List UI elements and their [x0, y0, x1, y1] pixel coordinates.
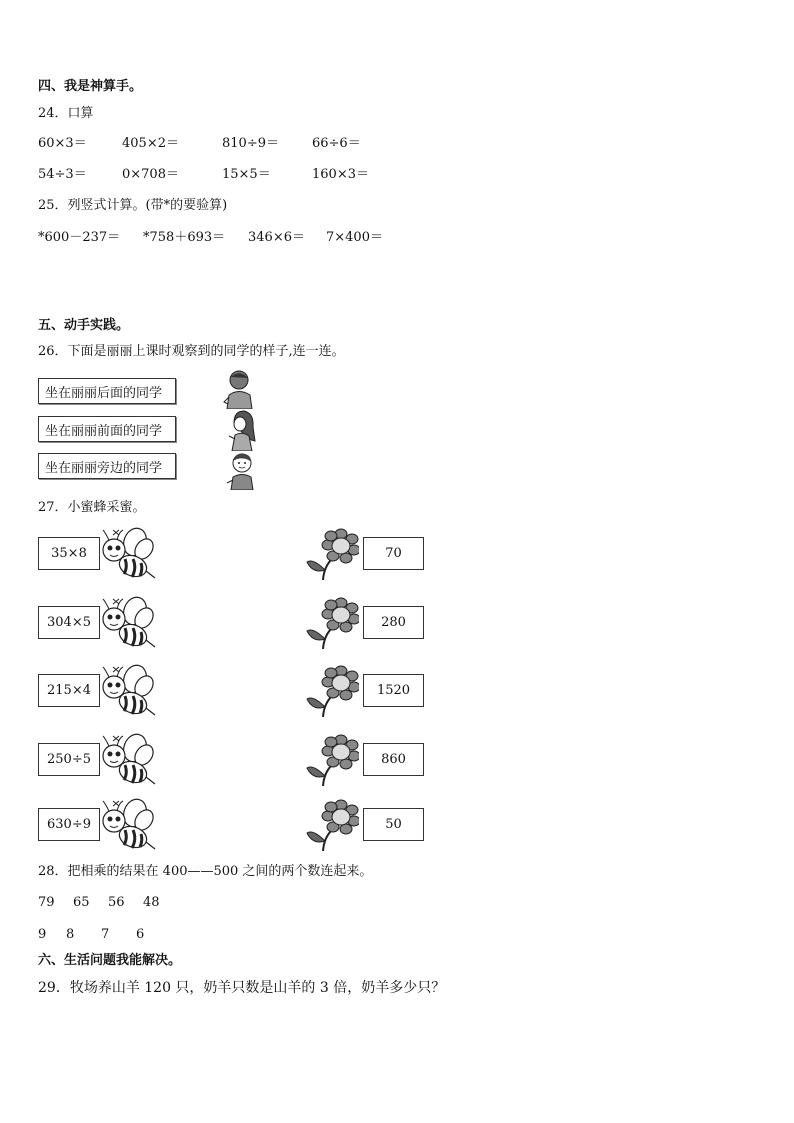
flower-icon	[305, 799, 359, 851]
question-25-label: 25．列竖式计算。(带*的要验算)	[38, 198, 228, 213]
position-label-box[interactable]: 坐在丽丽旁边的同学	[38, 453, 176, 479]
bee-icon	[99, 797, 157, 853]
position-label-box[interactable]: 坐在丽丽后面的同学	[38, 378, 176, 404]
flower-icon	[305, 665, 359, 717]
oral-calc-item: 0×708＝	[122, 167, 179, 182]
section-6-heading: 六、生活问题我能解决。	[38, 953, 182, 968]
position-label-box[interactable]: 坐在丽丽前面的同学	[38, 416, 176, 442]
vertical-calc-item: 346×6＝	[248, 230, 305, 245]
number-item[interactable]: 7	[101, 927, 110, 942]
question-29-label: 29．牧场养山羊 120 只，奶羊只数是山羊的 3 倍，奶羊多少只？	[38, 980, 446, 996]
number-item[interactable]: 6	[136, 927, 145, 942]
flower-value-box[interactable]: 50	[363, 808, 424, 841]
bee-icon	[99, 595, 157, 651]
question-27-label: 27．小蜜蜂采蜜。	[38, 500, 146, 515]
flower-value-box[interactable]: 1520	[363, 674, 424, 707]
oral-calc-item: 60×3＝	[38, 136, 87, 151]
section-4-heading: 四、我是神算手。	[38, 79, 143, 94]
oral-calc-item: 810÷9＝	[222, 136, 279, 151]
flower-icon	[305, 528, 359, 580]
oral-calc-item: 160×3＝	[312, 167, 369, 182]
flower-value-box[interactable]: 70	[363, 537, 424, 570]
vertical-calc-item: *600－237＝	[38, 230, 121, 245]
number-item[interactable]: 9	[38, 927, 47, 942]
number-item[interactable]: 56	[108, 895, 125, 910]
question-26-label: 26．下面是丽丽上课时观察到的同学的样子,连一连。	[38, 344, 345, 359]
flower-icon	[305, 734, 359, 786]
flower-value-box[interactable]: 280	[363, 606, 424, 639]
oral-calc-item: 15×5＝	[222, 167, 271, 182]
bee-expression-box[interactable]: 304×5	[38, 606, 100, 639]
vertical-calc-item: 7×400＝	[326, 230, 383, 245]
bee-expression-box[interactable]: 35×8	[38, 537, 100, 570]
student-side-view-icon[interactable]	[226, 409, 258, 451]
number-item[interactable]: 8	[66, 927, 75, 942]
number-item[interactable]: 79	[38, 895, 55, 910]
student-back-view-icon[interactable]	[222, 369, 258, 409]
number-item[interactable]: 65	[73, 895, 90, 910]
section-5-heading: 五、动手实践。	[38, 318, 130, 333]
oral-calc-item: 405×2＝	[122, 136, 179, 151]
bee-expression-box[interactable]: 630÷9	[38, 808, 100, 841]
bee-expression-box[interactable]: 250÷5	[38, 743, 100, 776]
bee-icon	[99, 732, 157, 788]
number-item[interactable]: 48	[143, 895, 160, 910]
bee-icon	[99, 526, 157, 582]
flower-value-box[interactable]: 860	[363, 743, 424, 776]
flower-icon	[305, 597, 359, 649]
bee-icon	[99, 663, 157, 719]
bee-expression-box[interactable]: 215×4	[38, 674, 100, 707]
student-front-view-icon[interactable]	[225, 450, 257, 490]
question-24-label: 24．口算	[38, 106, 94, 121]
vertical-calc-item: *758＋693＝	[143, 230, 226, 245]
question-28-label: 28．把相乘的结果在 400——500 之间的两个数连起来。	[38, 864, 373, 879]
oral-calc-item: 66÷6＝	[312, 136, 361, 151]
oral-calc-item: 54÷3＝	[38, 167, 87, 182]
